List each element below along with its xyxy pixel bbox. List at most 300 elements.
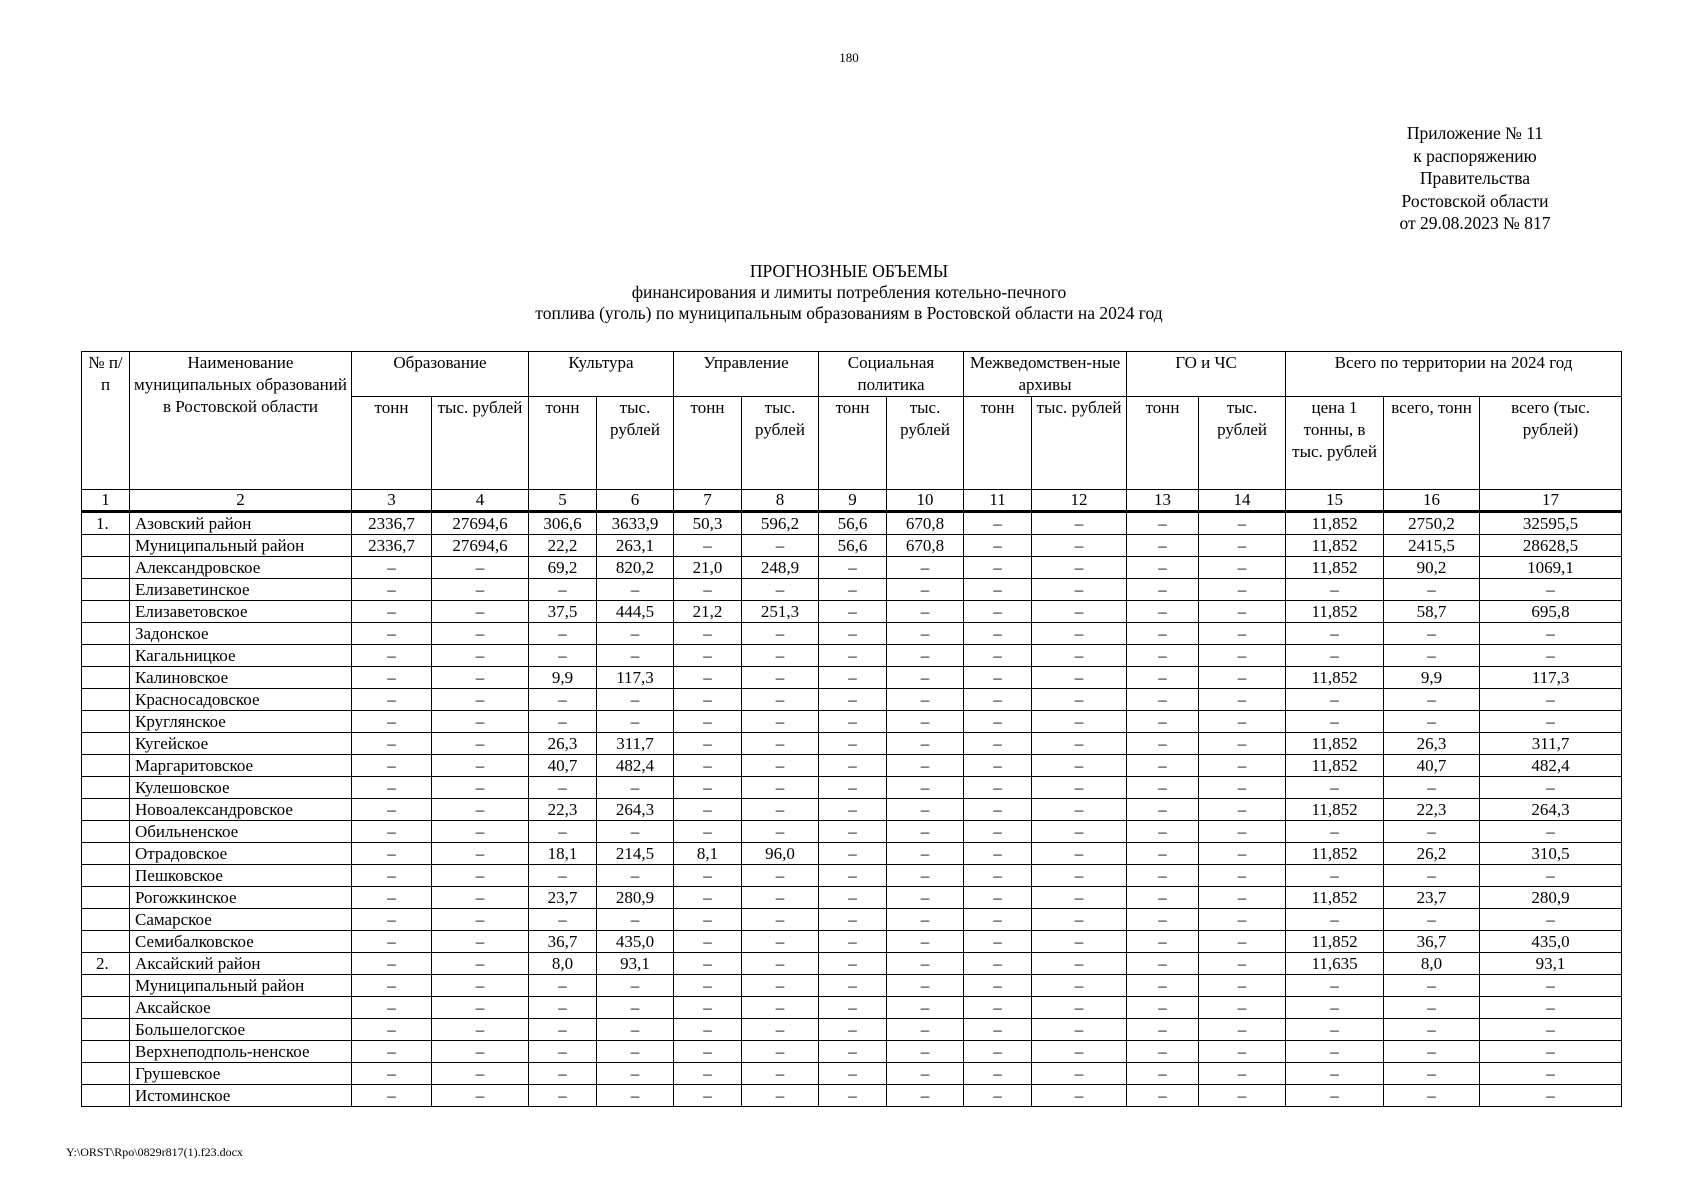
value-cell: 93,1: [597, 953, 674, 975]
value-cell: –: [887, 557, 964, 579]
value-cell: –: [529, 909, 597, 931]
header-education: Образование: [352, 352, 529, 397]
row-number-cell: [82, 931, 130, 953]
value-cell: –: [819, 711, 887, 733]
value-cell: –: [1127, 997, 1199, 1019]
value-cell: –: [1127, 711, 1199, 733]
value-cell: –: [887, 1063, 964, 1085]
value-cell: –: [597, 777, 674, 799]
value-cell: –: [674, 1019, 742, 1041]
subheader-total-rub: всего (тыс. рублей): [1480, 397, 1622, 490]
subheader-total-tons: всего, тонн: [1384, 397, 1480, 490]
value-cell: –: [887, 667, 964, 689]
table-row: [82, 975, 1622, 997]
value-cell: 26,2: [1384, 843, 1480, 865]
value-cell: –: [674, 645, 742, 667]
value-cell: –: [1199, 711, 1286, 733]
value-cell: –: [964, 1063, 1032, 1085]
value-cell: 3633,9: [597, 512, 674, 535]
value-cell: 8,0: [1384, 953, 1480, 975]
value-cell: –: [887, 601, 964, 623]
value-cell: –: [1032, 733, 1127, 755]
subheader-thousand-rub: тыс. рублей: [597, 397, 674, 490]
value-cell: –: [1480, 997, 1622, 1019]
value-cell: –: [432, 799, 529, 821]
value-cell: –: [1032, 601, 1127, 623]
value-cell: –: [432, 843, 529, 865]
value-cell: –: [964, 667, 1032, 689]
value-cell: –: [742, 755, 819, 777]
file-path: Y:\ORST\Rpo\0829r817(1).f23.docx: [66, 1145, 243, 1159]
row-number-cell: [82, 909, 130, 931]
table-row: [82, 1041, 1622, 1063]
value-cell: –: [1199, 1063, 1286, 1085]
value-cell: 50,3: [674, 512, 742, 535]
value-cell: 311,7: [597, 733, 674, 755]
column-number: 14: [1199, 490, 1286, 512]
value-cell: –: [1032, 887, 1127, 909]
value-cell: –: [887, 711, 964, 733]
value-cell: –: [352, 843, 432, 865]
municipality-name-cell: Александровское: [130, 557, 352, 579]
value-cell: –: [597, 865, 674, 887]
value-cell: 2336,7: [352, 535, 432, 557]
column-number: 5: [529, 490, 597, 512]
value-cell: –: [1199, 1041, 1286, 1063]
table-row: [82, 777, 1622, 799]
value-cell: 117,3: [597, 667, 674, 689]
value-cell: –: [1127, 733, 1199, 755]
value-cell: –: [1032, 667, 1127, 689]
subheader-tons: тонн: [964, 397, 1032, 490]
data-table-container: [81, 351, 1622, 1107]
value-cell: –: [1032, 865, 1127, 887]
value-cell: –: [1480, 865, 1622, 887]
value-cell: –: [1127, 777, 1199, 799]
value-cell: –: [1384, 645, 1480, 667]
value-cell: –: [352, 909, 432, 931]
value-cell: –: [819, 887, 887, 909]
row-number-cell: [82, 821, 130, 843]
value-cell: –: [1032, 1019, 1127, 1041]
value-cell: –: [1199, 755, 1286, 777]
row-number-cell: [82, 975, 130, 997]
subheader-tons: тонн: [529, 397, 597, 490]
value-cell: 11,852: [1286, 843, 1384, 865]
value-cell: –: [674, 667, 742, 689]
value-cell: –: [674, 799, 742, 821]
table-row: [82, 623, 1622, 645]
value-cell: –: [742, 667, 819, 689]
row-number-cell: [82, 1019, 130, 1041]
value-cell: –: [1032, 1063, 1127, 1085]
value-cell: –: [432, 601, 529, 623]
value-cell: –: [964, 1085, 1032, 1107]
value-cell: –: [529, 865, 597, 887]
row-number-cell: [82, 1063, 130, 1085]
value-cell: –: [964, 645, 1032, 667]
value-cell: –: [1199, 777, 1286, 799]
value-cell: –: [1480, 975, 1622, 997]
value-cell: –: [1286, 623, 1384, 645]
value-cell: –: [964, 975, 1032, 997]
value-cell: –: [819, 975, 887, 997]
value-cell: –: [352, 733, 432, 755]
value-cell: –: [742, 953, 819, 975]
value-cell: –: [964, 755, 1032, 777]
value-cell: 11,852: [1286, 557, 1384, 579]
value-cell: –: [964, 865, 1032, 887]
value-cell: –: [742, 623, 819, 645]
value-cell: –: [964, 843, 1032, 865]
value-cell: –: [964, 623, 1032, 645]
value-cell: –: [1480, 1085, 1622, 1107]
value-cell: 1069,1: [1480, 557, 1622, 579]
value-cell: –: [819, 689, 887, 711]
value-cell: –: [674, 777, 742, 799]
value-cell: –: [1199, 512, 1286, 535]
value-cell: 695,8: [1480, 601, 1622, 623]
value-cell: –: [1127, 645, 1199, 667]
value-cell: –: [1127, 535, 1199, 557]
value-cell: –: [1384, 1063, 1480, 1085]
value-cell: –: [1127, 909, 1199, 931]
municipality-name-cell: Калиновское: [130, 667, 352, 689]
value-cell: –: [1384, 711, 1480, 733]
municipality-name-cell: Елизаветинское: [130, 579, 352, 601]
appendix-line: к распоряжению: [1413, 145, 1537, 166]
value-cell: –: [674, 931, 742, 953]
value-cell: –: [1199, 689, 1286, 711]
value-cell: –: [1127, 865, 1199, 887]
value-cell: –: [1286, 711, 1384, 733]
value-cell: –: [1127, 601, 1199, 623]
value-cell: –: [674, 1063, 742, 1085]
value-cell: –: [887, 931, 964, 953]
value-cell: –: [674, 887, 742, 909]
value-cell: 18,1: [529, 843, 597, 865]
value-cell: 36,7: [529, 931, 597, 953]
value-cell: –: [1286, 1041, 1384, 1063]
value-cell: –: [1127, 1085, 1199, 1107]
value-cell: –: [1384, 777, 1480, 799]
value-cell: –: [1199, 557, 1286, 579]
row-number-cell: [82, 997, 130, 1019]
value-cell: –: [597, 1063, 674, 1085]
municipality-name-cell: Новоалександровское: [130, 799, 352, 821]
value-cell: –: [887, 623, 964, 645]
value-cell: –: [674, 975, 742, 997]
row-number-cell: [82, 535, 130, 557]
value-cell: –: [742, 645, 819, 667]
value-cell: –: [1127, 887, 1199, 909]
value-cell: –: [1199, 909, 1286, 931]
value-cell: –: [432, 777, 529, 799]
value-cell: –: [742, 997, 819, 1019]
value-cell: –: [819, 931, 887, 953]
value-cell: –: [352, 821, 432, 843]
value-cell: –: [742, 579, 819, 601]
value-cell: 93,1: [1480, 953, 1622, 975]
value-cell: 58,7: [1384, 601, 1480, 623]
value-cell: –: [1286, 909, 1384, 931]
value-cell: –: [1480, 1063, 1622, 1085]
value-cell: 8,1: [674, 843, 742, 865]
value-cell: –: [964, 535, 1032, 557]
value-cell: –: [674, 535, 742, 557]
row-number-cell: [82, 667, 130, 689]
row-number-cell: [82, 843, 130, 865]
value-cell: 435,0: [1480, 931, 1622, 953]
value-cell: –: [432, 1085, 529, 1107]
value-cell: –: [432, 579, 529, 601]
row-number-cell: [82, 689, 130, 711]
value-cell: –: [1032, 843, 1127, 865]
value-cell: –: [887, 579, 964, 601]
municipality-name-cell: Верхнеподполь-ненское: [130, 1041, 352, 1063]
municipality-name-cell: Задонское: [130, 623, 352, 645]
value-cell: –: [597, 711, 674, 733]
value-cell: –: [1480, 1019, 1622, 1041]
value-cell: –: [1480, 711, 1622, 733]
value-cell: –: [432, 755, 529, 777]
table-row: [82, 579, 1622, 601]
value-cell: –: [1032, 557, 1127, 579]
value-cell: –: [819, 1019, 887, 1041]
table-row: [82, 645, 1622, 667]
column-number: 6: [597, 490, 674, 512]
value-cell: –: [1127, 931, 1199, 953]
value-cell: –: [529, 579, 597, 601]
value-cell: –: [1286, 777, 1384, 799]
value-cell: –: [1199, 733, 1286, 755]
value-cell: 40,7: [1384, 755, 1480, 777]
value-cell: –: [1032, 512, 1127, 535]
value-cell: 2336,7: [352, 512, 432, 535]
value-cell: –: [432, 1063, 529, 1085]
value-cell: –: [1199, 535, 1286, 557]
value-cell: –: [887, 997, 964, 1019]
value-cell: –: [352, 601, 432, 623]
value-cell: –: [529, 623, 597, 645]
value-cell: –: [352, 689, 432, 711]
value-cell: –: [1286, 579, 1384, 601]
row-number-cell: [82, 579, 130, 601]
value-cell: 482,4: [597, 755, 674, 777]
table-row: [82, 799, 1622, 821]
value-cell: 27694,6: [432, 512, 529, 535]
value-cell: 280,9: [597, 887, 674, 909]
value-cell: –: [819, 799, 887, 821]
municipality-name-cell: Аксайское: [130, 997, 352, 1019]
municipality-name-cell: Кугейское: [130, 733, 352, 755]
value-cell: –: [352, 1019, 432, 1041]
value-cell: –: [597, 689, 674, 711]
value-cell: –: [1032, 1085, 1127, 1107]
subheader-thousand-rub: тыс. рублей: [432, 397, 529, 490]
value-cell: –: [597, 909, 674, 931]
value-cell: –: [1384, 1019, 1480, 1041]
value-cell: –: [887, 689, 964, 711]
value-cell: –: [1286, 1019, 1384, 1041]
value-cell: –: [1127, 1019, 1199, 1041]
column-number: 8: [742, 490, 819, 512]
value-cell: –: [674, 711, 742, 733]
value-cell: –: [1480, 821, 1622, 843]
value-cell: 264,3: [1480, 799, 1622, 821]
column-number: 10: [887, 490, 964, 512]
value-cell: 444,5: [597, 601, 674, 623]
appendix-line: Ростовской области: [1401, 190, 1549, 211]
municipality-name-cell: Муниципальный район: [130, 975, 352, 997]
value-cell: –: [887, 755, 964, 777]
value-cell: –: [1127, 843, 1199, 865]
value-cell: –: [1127, 953, 1199, 975]
value-cell: –: [819, 601, 887, 623]
value-cell: –: [432, 821, 529, 843]
value-cell: –: [674, 865, 742, 887]
value-cell: –: [1127, 623, 1199, 645]
value-cell: –: [1199, 997, 1286, 1019]
value-cell: –: [819, 733, 887, 755]
value-cell: –: [1480, 777, 1622, 799]
value-cell: 11,852: [1286, 535, 1384, 557]
value-cell: –: [352, 1063, 432, 1085]
value-cell: –: [1127, 667, 1199, 689]
value-cell: –: [742, 733, 819, 755]
value-cell: –: [352, 755, 432, 777]
value-cell: –: [1199, 887, 1286, 909]
value-cell: –: [819, 953, 887, 975]
column-number: 13: [1127, 490, 1199, 512]
value-cell: –: [1199, 601, 1286, 623]
table-row: [82, 821, 1622, 843]
value-cell: –: [1384, 821, 1480, 843]
value-cell: –: [1127, 1063, 1199, 1085]
value-cell: –: [529, 689, 597, 711]
value-cell: –: [1032, 689, 1127, 711]
column-number: 17: [1480, 490, 1622, 512]
municipality-name-cell: Маргаритовское: [130, 755, 352, 777]
value-cell: –: [432, 689, 529, 711]
value-cell: –: [529, 1019, 597, 1041]
value-cell: 306,6: [529, 512, 597, 535]
value-cell: –: [742, 931, 819, 953]
municipality-name-cell: Большелогское: [130, 1019, 352, 1041]
value-cell: 11,852: [1286, 799, 1384, 821]
value-cell: 32595,5: [1480, 512, 1622, 535]
value-cell: 96,0: [742, 843, 819, 865]
value-cell: –: [1199, 843, 1286, 865]
value-cell: –: [964, 1019, 1032, 1041]
table-row: [82, 755, 1622, 777]
appendix-line: от 29.08.2023 № 817: [1399, 213, 1551, 234]
value-cell: 264,3: [597, 799, 674, 821]
table-row: [82, 887, 1622, 909]
value-cell: –: [887, 1041, 964, 1063]
value-cell: 21,2: [674, 601, 742, 623]
value-cell: –: [674, 1085, 742, 1107]
value-cell: –: [352, 623, 432, 645]
appendix-block: [1330, 122, 1620, 235]
value-cell: –: [887, 865, 964, 887]
row-number-cell: 1.: [82, 512, 130, 535]
value-cell: –: [1384, 689, 1480, 711]
value-cell: –: [1199, 667, 1286, 689]
table-row: [82, 997, 1622, 1019]
value-cell: –: [1384, 1085, 1480, 1107]
value-cell: –: [1127, 512, 1199, 535]
value-cell: –: [887, 887, 964, 909]
value-cell: –: [432, 953, 529, 975]
value-cell: –: [529, 997, 597, 1019]
table-row: [82, 909, 1622, 931]
value-cell: –: [352, 953, 432, 975]
value-cell: –: [1127, 755, 1199, 777]
table-row: [82, 601, 1622, 623]
value-cell: –: [432, 557, 529, 579]
value-cell: –: [964, 512, 1032, 535]
title-line-3: топлива (уголь) по муниципальным образованиям в Ростовской области на 2024 год: [535, 303, 1163, 323]
value-cell: –: [1384, 623, 1480, 645]
value-cell: –: [742, 887, 819, 909]
value-cell: 670,8: [887, 535, 964, 557]
value-cell: –: [1032, 711, 1127, 733]
value-cell: –: [674, 623, 742, 645]
value-cell: –: [1480, 579, 1622, 601]
value-cell: 90,2: [1384, 557, 1480, 579]
table-row: [82, 512, 1622, 535]
value-cell: –: [1127, 557, 1199, 579]
header-social: Социальная политика: [819, 352, 964, 397]
value-cell: –: [819, 645, 887, 667]
subheader-thousand-rub: тыс. рублей: [1199, 397, 1286, 490]
value-cell: –: [1384, 865, 1480, 887]
table-row: [82, 1085, 1622, 1107]
value-cell: –: [1127, 1041, 1199, 1063]
municipality-name-cell: Пешковское: [130, 865, 352, 887]
page-number: 180: [839, 50, 859, 65]
value-cell: –: [1032, 821, 1127, 843]
value-cell: –: [1480, 1041, 1622, 1063]
value-cell: –: [1286, 1063, 1384, 1085]
value-cell: –: [529, 1063, 597, 1085]
value-cell: –: [1127, 689, 1199, 711]
value-cell: –: [597, 1041, 674, 1063]
value-cell: –: [432, 645, 529, 667]
value-cell: –: [1199, 821, 1286, 843]
table-row: [82, 711, 1622, 733]
header-total: Всего по территории на 2024 год: [1286, 352, 1622, 397]
value-cell: –: [597, 579, 674, 601]
value-cell: –: [352, 557, 432, 579]
value-cell: –: [1286, 997, 1384, 1019]
value-cell: –: [1480, 645, 1622, 667]
value-cell: –: [819, 623, 887, 645]
value-cell: –: [1384, 1041, 1480, 1063]
value-cell: 22,3: [1384, 799, 1480, 821]
value-cell: –: [674, 909, 742, 931]
value-cell: 482,4: [1480, 755, 1622, 777]
value-cell: –: [819, 909, 887, 931]
value-cell: –: [964, 1041, 1032, 1063]
municipality-name-cell: Обильненское: [130, 821, 352, 843]
value-cell: 40,7: [529, 755, 597, 777]
value-cell: –: [1032, 777, 1127, 799]
value-cell: 27694,6: [432, 535, 529, 557]
value-cell: –: [529, 711, 597, 733]
value-cell: –: [432, 667, 529, 689]
